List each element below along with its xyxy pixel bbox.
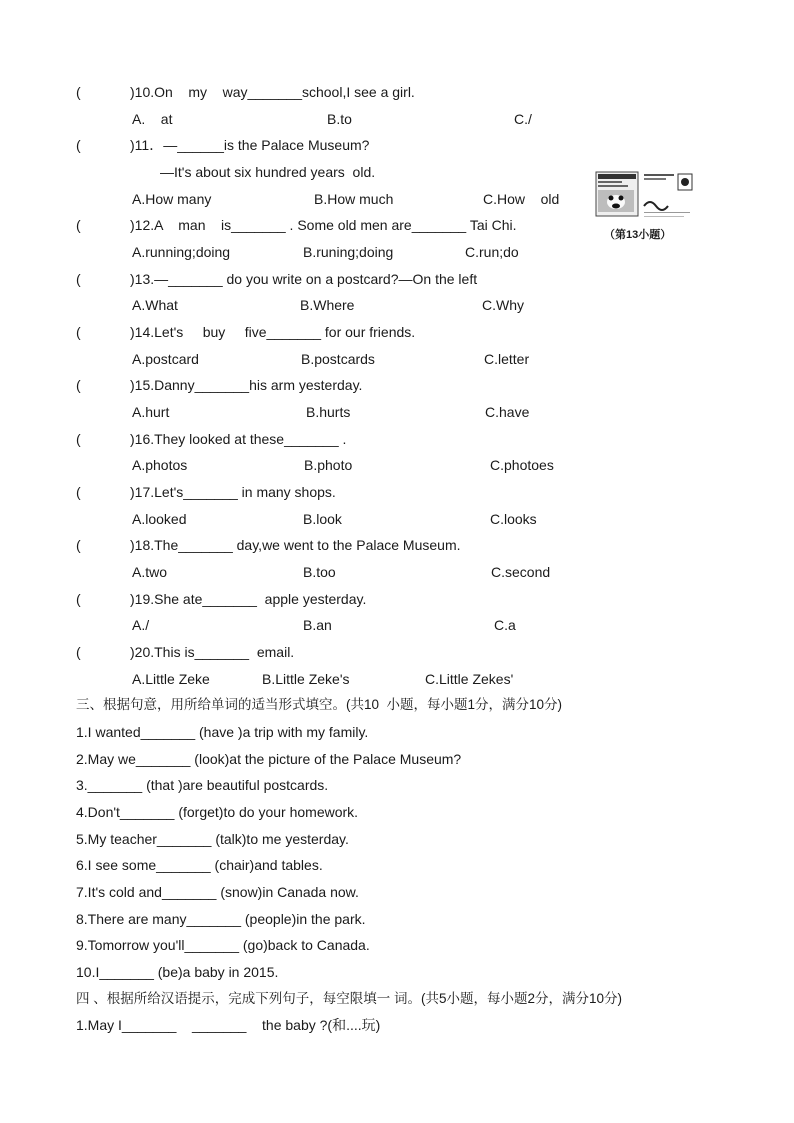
section-3-heading: 三、根据句意，用所给单词的适当形式填空。(共10 小题，每小题1分，满分10分) (76, 697, 563, 712)
translate-item-1: 1.May I_______ _______ the baby ?(和....玩) (76, 1017, 381, 1033)
question-12-option-b: B.runing;doing (303, 244, 394, 260)
question-14-option-c: C.letter (484, 351, 530, 367)
answer-paren-15: ( (76, 377, 81, 393)
question-18-option-b: B.too (303, 564, 336, 580)
question-11-stem: )11．—______is the Palace Museum? (130, 137, 370, 153)
postcard-figure (594, 168, 698, 244)
question-10-option-b: B.to (327, 111, 352, 127)
question-15-stem: )15.Danny_______his arm yesterday. (130, 377, 363, 393)
question-11-response: —It's about six hundred years old. (160, 164, 376, 180)
question-19-option-c: C.a (494, 617, 516, 633)
question-19-option-a: A./ (132, 617, 150, 633)
answer-paren-18: ( (76, 537, 81, 553)
answer-paren-17: ( (76, 484, 81, 500)
question-12-stem: )12.A man is_______ . Some old men are_______ Tai Chi. (130, 217, 517, 233)
question-16-option-c: C.photoes (490, 457, 554, 473)
question-13-option-c: C.Why (482, 297, 524, 313)
question-17-stem: )17.Let's_______ in many shops. (130, 484, 336, 500)
question-20-option-c: C.Little Zekes' (425, 671, 514, 687)
fill-item-2: 2.May we_______ (look)at the picture of the Palace Museum? (76, 751, 462, 767)
question-18-option-a: A.two (132, 564, 168, 580)
question-17-option-a: A.looked (132, 511, 187, 527)
question-15-option-b: B.hurts (306, 404, 351, 420)
answer-paren-12: ( (76, 217, 81, 233)
question-16-option-a: A.photos (132, 457, 188, 473)
question-12-option-a: A.running;doing (132, 244, 231, 260)
question-13-option-a: A.What (132, 297, 178, 313)
fill-item-10: 10.I_______ (be)a baby in 2015. (76, 964, 279, 980)
answer-paren-16: ( (76, 431, 81, 447)
question-18-stem: )18.The_______ day,we went to the Palace Museum. (130, 537, 461, 553)
question-17-option-b: B.look (303, 511, 342, 527)
question-19-stem: )19.She ate_______ apple yesterday. (130, 591, 367, 607)
question-14-option-a: A.postcard (132, 351, 199, 367)
fill-item-3: 3._______ (that )are beautiful postcards. (76, 777, 329, 793)
question-16-stem: )16.They looked at these_______ . (130, 431, 347, 447)
question-11-option-b: B.How much (314, 191, 394, 207)
question-16-option-b: B.photo (304, 457, 353, 473)
question-13-option-b: B.Where (300, 297, 355, 313)
answer-paren-14: ( (76, 324, 81, 340)
fill-item-1: 1.I wanted_______ (have )a trip with my family. (76, 724, 369, 740)
question-15-option-a: A.hurt (132, 404, 170, 420)
answer-paren-11: ( (76, 137, 81, 153)
question-10-stem: )10.On my way_______school,I see a girl. (130, 84, 415, 100)
answer-paren-13: ( (76, 271, 81, 287)
fill-item-4: 4.Don't_______ (forget)to do your homework. (76, 804, 359, 820)
fill-item-5: 5.My teacher_______ (talk)to me yesterday. (76, 831, 349, 847)
question-10-option-a: A. at (132, 111, 173, 127)
question-14-stem: )14.Let's buy five_______ for our friends. (130, 324, 416, 340)
question-11-option-a: A.How many (132, 191, 212, 207)
question-20-option-b: B.Little Zeke's (262, 671, 350, 687)
question-11-option-c: C.How old (483, 191, 560, 207)
fill-item-7: 7.It's cold and_______ (snow)in Canada now. (76, 884, 359, 900)
question-12-option-c: C.run;do (465, 244, 519, 260)
question-19-option-b: B.an (303, 617, 332, 633)
question-17-option-c: C.looks (490, 511, 537, 527)
question-14-option-b: B.postcards (301, 351, 375, 367)
section-4-heading: 四 、根据所给汉语提示，完成下列句子，每空限填一 词。(共5小题，每小题2分，满分10分) (76, 991, 623, 1006)
fill-item-9: 9.Tomorrow you'll_______ (go)back to Canada. (76, 937, 370, 953)
answer-paren-19: ( (76, 591, 81, 607)
question-20-option-a: A.Little Zeke (132, 671, 210, 687)
question-15-option-c: C.have (485, 404, 530, 420)
answer-paren-20: ( (76, 644, 81, 660)
question-10-option-c: C./ (514, 111, 532, 127)
question-20-stem: )20.This is_______ email. (130, 644, 295, 660)
answer-paren-10: ( (76, 84, 81, 100)
question-18-option-c: C.second (491, 564, 551, 580)
question-13-stem: )13.—_______ do you write on a postcard?—On the left (130, 271, 478, 287)
figure-caption: （第13小题） (604, 229, 672, 241)
fill-item-6: 6.I see some_______ (chair)and tables. (76, 857, 323, 873)
fill-item-8: 8.There are many_______ (people)in the park. (76, 911, 366, 927)
